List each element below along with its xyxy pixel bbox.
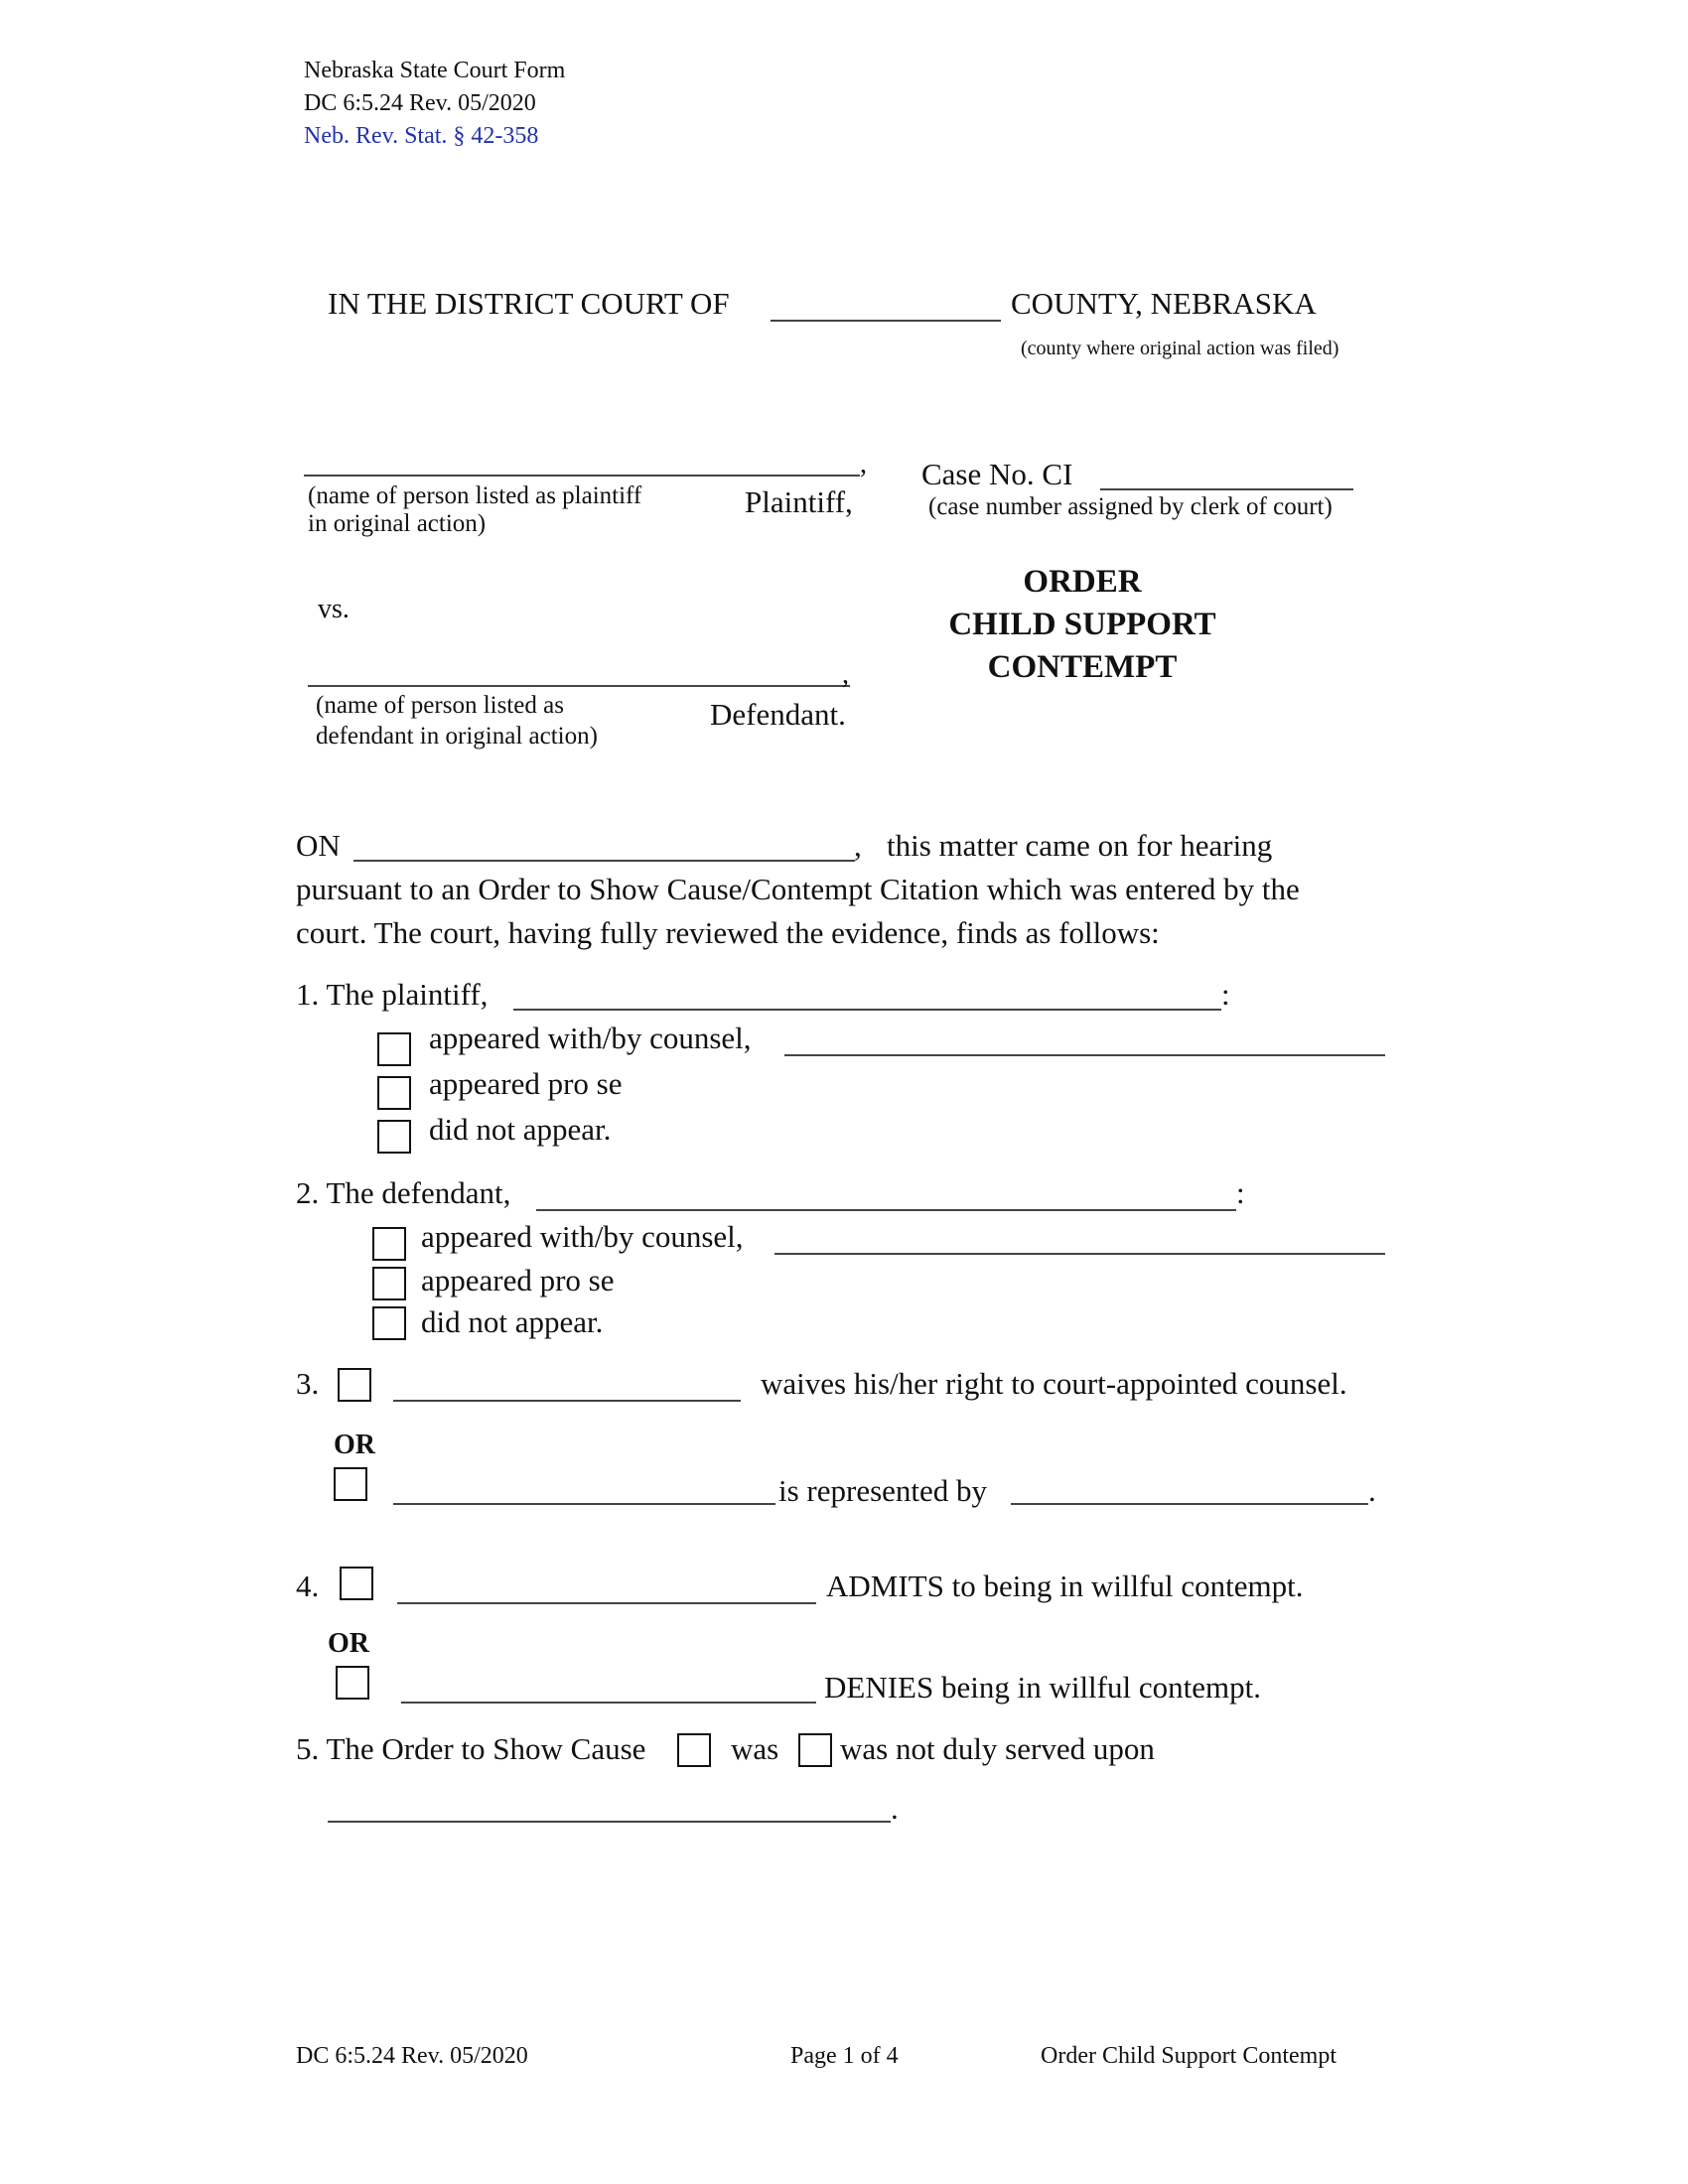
title-line2: CHILD SUPPORT (948, 607, 1216, 642)
plaintiff-comma: , (860, 449, 867, 479)
was-label: was (731, 1731, 779, 1766)
defendant-not-appear-label: did not appear. (421, 1304, 604, 1339)
defendant-comma: , (842, 659, 849, 690)
admits-checkbox[interactable] (340, 1567, 373, 1600)
hearing-date-line[interactable] (353, 860, 855, 862)
defendant-note: (name of person listed as defendant in original action) (316, 692, 598, 750)
plaintiff-name-line-item1[interactable] (513, 1009, 1221, 1011)
waives-name-line[interactable] (393, 1400, 741, 1402)
footer-code: DC 6:5.24 Rev. 05/2020 (296, 2043, 528, 2069)
plaintiff-not-appear-label: did not appear. (429, 1112, 612, 1147)
item5-period: . (891, 1791, 899, 1826)
represented-checkbox[interactable] (334, 1467, 367, 1501)
plaintiff-counsel-line[interactable] (784, 1054, 1385, 1056)
form-code: DC 6:5.24 Rev. 05/2020 (304, 90, 536, 116)
was-served-checkbox[interactable] (677, 1733, 711, 1767)
defendant-counsel-checkbox[interactable] (372, 1227, 406, 1261)
represented-by-line[interactable] (1011, 1503, 1368, 1505)
intro-text3: court. The court, having fully reviewed the evidence, finds as follows: (296, 915, 1160, 950)
denies-checkbox[interactable] (336, 1666, 369, 1700)
court-suffix: COUNTY, NEBRASKA (1011, 286, 1317, 321)
plaintiff-not-appear-checkbox[interactable] (377, 1120, 411, 1154)
item3-period: . (1368, 1473, 1376, 1508)
case-no-line[interactable] (1100, 488, 1353, 490)
defendant-pro-se-label: appeared pro se (421, 1263, 615, 1297)
represented-name-line[interactable] (393, 1503, 775, 1505)
intro-comma: , (854, 828, 862, 863)
case-no-label: Case No. CI (921, 457, 1073, 491)
denies-name-line[interactable] (401, 1702, 816, 1704)
item3-or: OR (334, 1430, 375, 1460)
county-note: (county where original action was filed) (1021, 338, 1339, 359)
admits-name-line[interactable] (397, 1602, 816, 1604)
item3-num: 3. (296, 1366, 320, 1401)
plaintiff-note: (name of person listed as plaintiff in original action) (308, 482, 642, 537)
item1-label: 1. The plaintiff, (296, 977, 489, 1012)
plaintiff-counsel-label: appeared with/by counsel, (429, 1021, 752, 1055)
served-upon-line[interactable] (328, 1821, 891, 1823)
plaintiff-counsel-checkbox[interactable] (377, 1032, 411, 1066)
was-not-served-checkbox[interactable] (798, 1733, 832, 1767)
defendant-name-line-item2[interactable] (536, 1209, 1236, 1211)
county-line[interactable] (771, 320, 1001, 322)
vs-text: vs. (318, 594, 350, 624)
title-line1: ORDER (1023, 564, 1142, 600)
item1-colon: : (1221, 977, 1230, 1012)
statute-link[interactable]: Neb. Rev. Stat. § 42-358 (304, 123, 539, 149)
title-line3: CONTEMPT (987, 649, 1178, 685)
defendant-pro-se-checkbox[interactable] (372, 1267, 406, 1300)
plaintiff-label: Plaintiff, (745, 484, 853, 519)
was-not-label: was not duly served upon (840, 1731, 1155, 1766)
court-prefix: IN THE DISTRICT COURT OF (328, 286, 730, 321)
item4-or: OR (328, 1628, 369, 1659)
plaintiff-pro-se-checkbox[interactable] (377, 1076, 411, 1110)
item4-num: 4. (296, 1569, 320, 1603)
defendant-name-line[interactable] (308, 685, 850, 687)
defendant-counsel-label: appeared with/by counsel, (421, 1219, 744, 1254)
item2-colon: : (1236, 1175, 1245, 1210)
defendant-counsel-line[interactable] (774, 1253, 1385, 1255)
waives-checkbox[interactable] (338, 1368, 371, 1402)
intro-text1: this matter came on for hearing (887, 828, 1273, 863)
plaintiff-name-line[interactable] (304, 475, 860, 477)
represented-text: is represented by (778, 1473, 988, 1508)
waives-text: waives his/her right to court-appointed counsel. (761, 1366, 1347, 1401)
item2-label: 2. The defendant, (296, 1175, 511, 1210)
intro-text2: pursuant to an Order to Show Cause/Contempt Citation which was entered by the (296, 872, 1300, 906)
item5-label: 5. The Order to Show Cause (296, 1731, 646, 1766)
defendant-label: Defendant. (710, 697, 846, 732)
form-name: Nebraska State Court Form (304, 58, 566, 83)
case-no-note: (case number assigned by clerk of court) (928, 493, 1333, 520)
admits-text: ADMITS to being in willful contempt. (826, 1569, 1304, 1603)
denies-text: DENIES being in willful contempt. (824, 1670, 1261, 1705)
footer-title: Order Child Support Contempt (1041, 2043, 1336, 2069)
footer-page: Page 1 of 4 (790, 2043, 899, 2069)
defendant-not-appear-checkbox[interactable] (372, 1306, 406, 1340)
plaintiff-pro-se-label: appeared pro se (429, 1066, 623, 1101)
intro-on: ON (296, 828, 341, 863)
